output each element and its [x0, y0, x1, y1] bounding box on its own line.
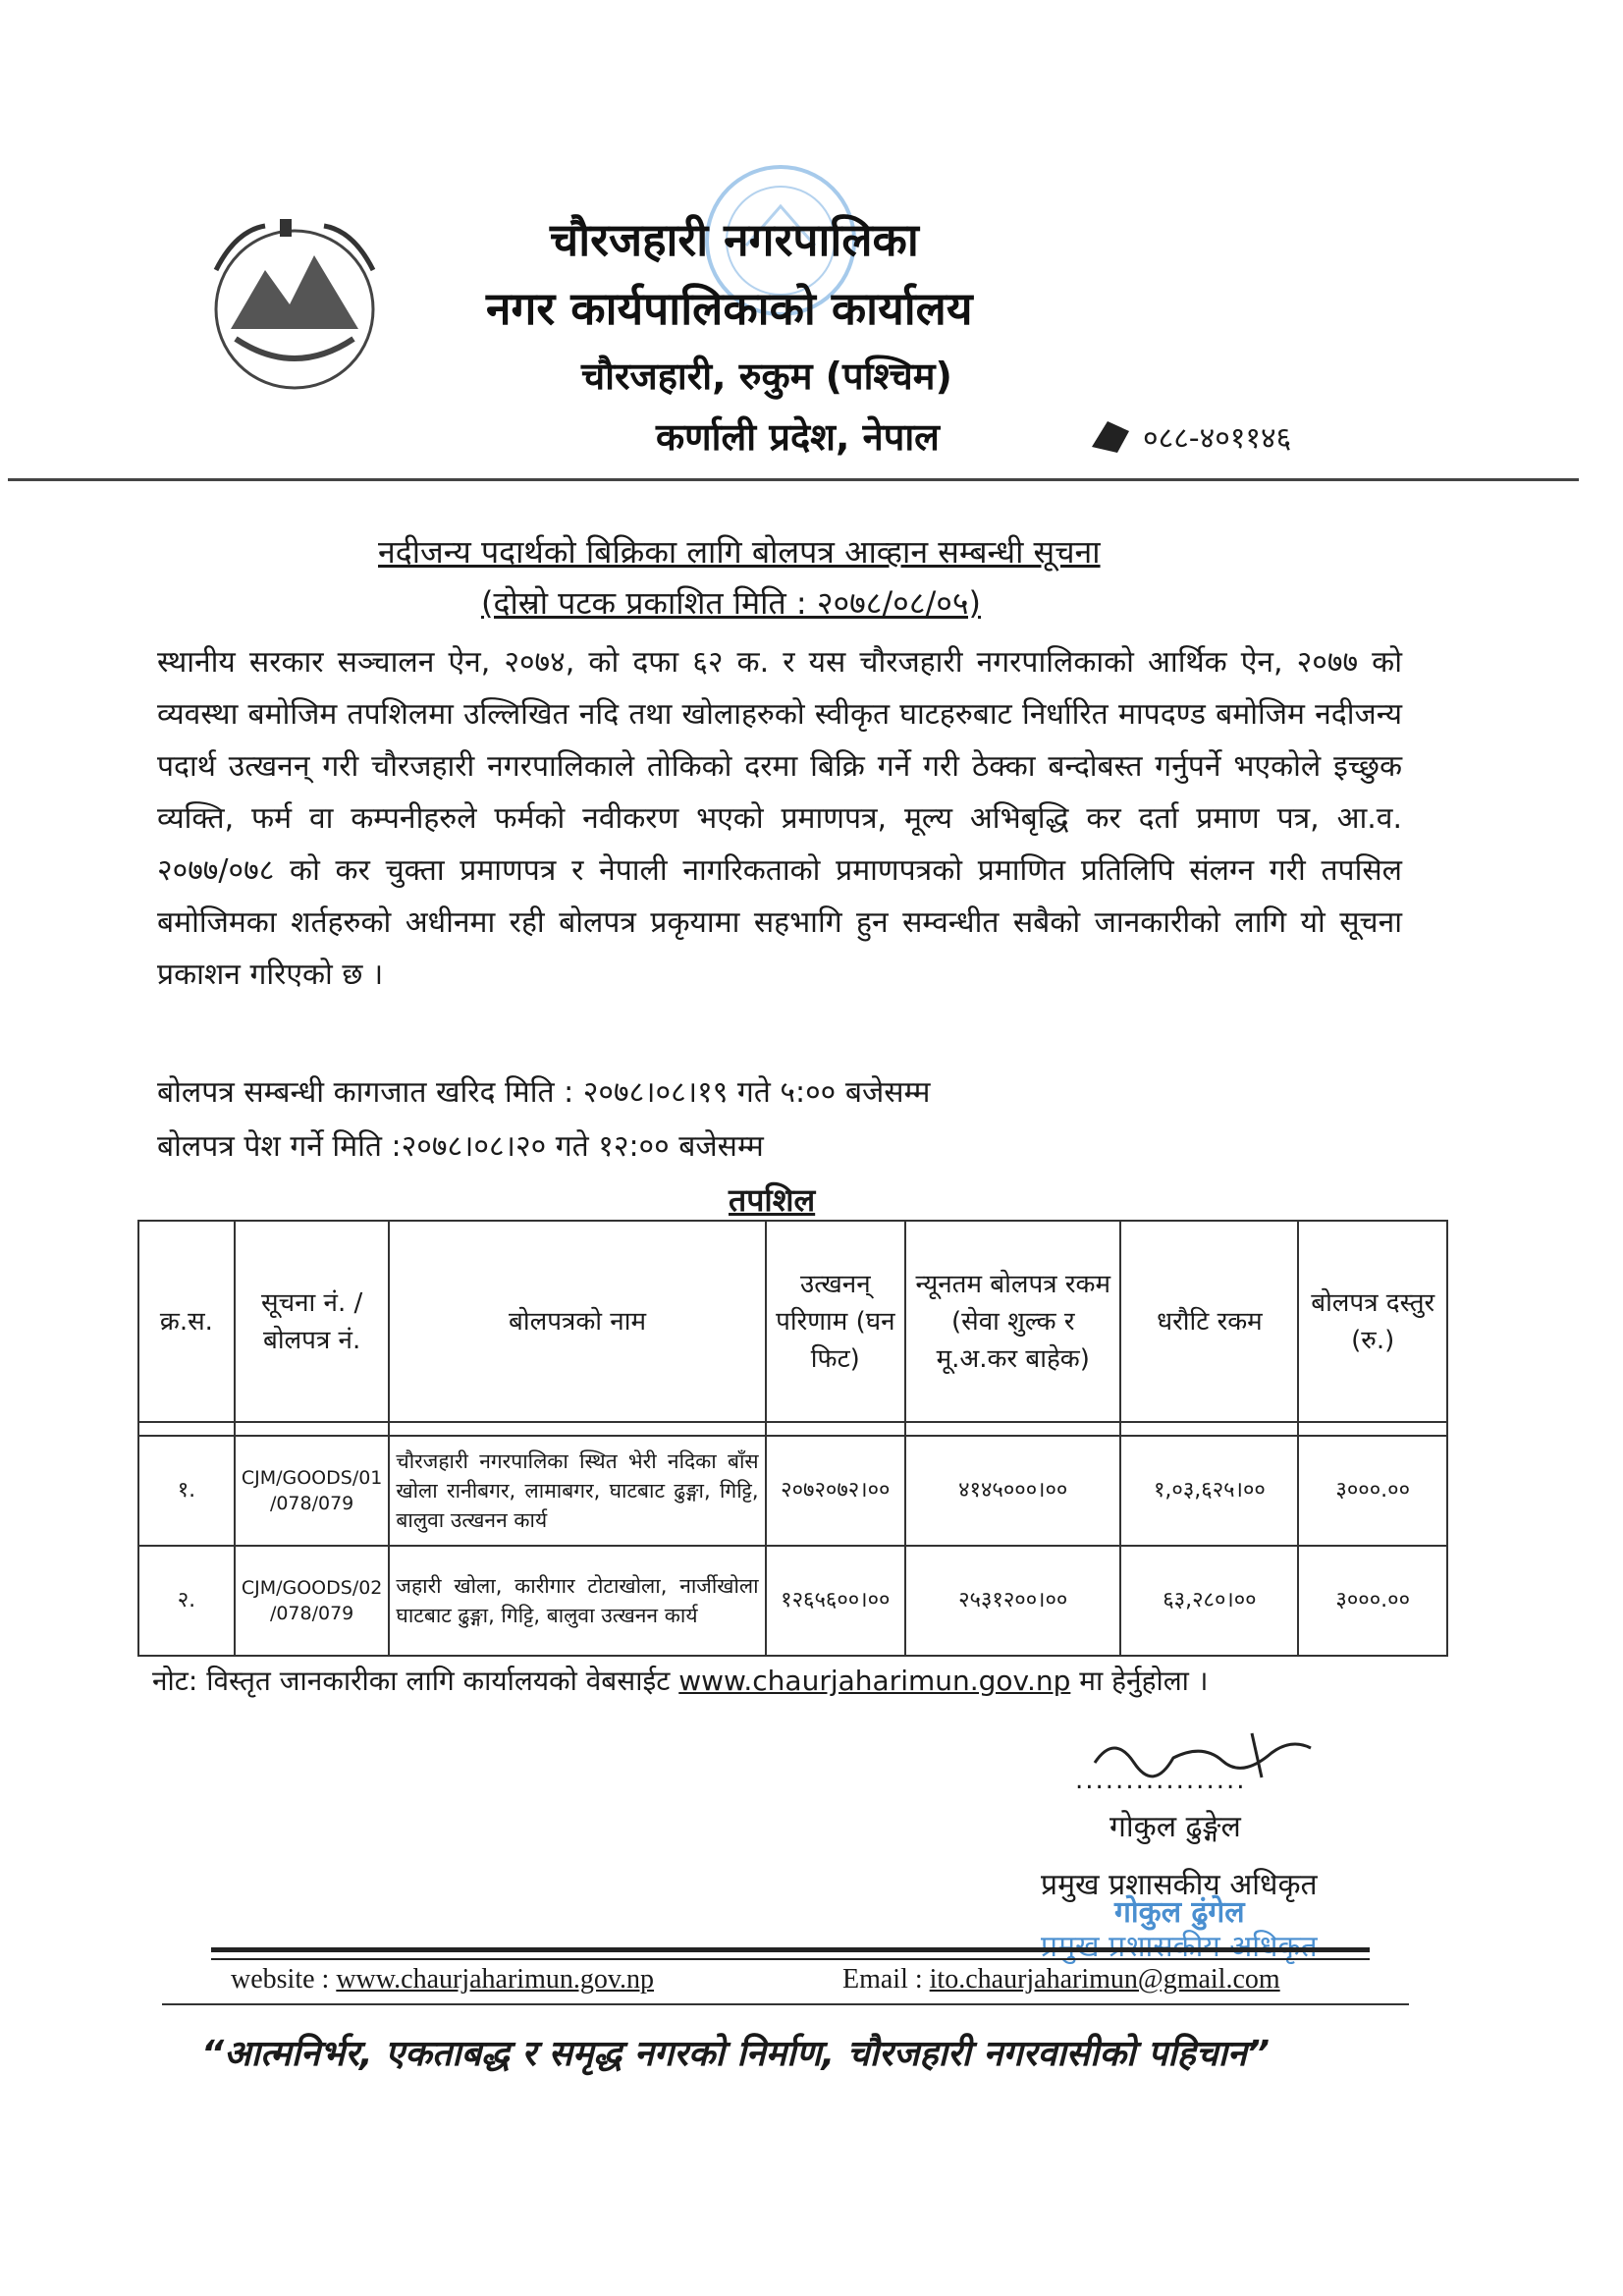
cell-sn: १.	[138, 1436, 235, 1546]
cell-volume: १२६५६००।००	[766, 1546, 905, 1656]
cell-deposit: १,०३,६२५।००	[1120, 1436, 1298, 1546]
municipality-motto: “आत्मनिर्भर, एकताबद्ध र समृद्ध नगरको निर्माण, चौरजहारी नगरवासीको पहिचान”	[201, 2034, 1271, 2074]
cell-name: जहारी खोला, कारीगार टोटाखोला, नार्जीखोला घाटबाट ढुङ्गा, गिट्टि, बालुवा उत्खनन कार्य	[389, 1546, 765, 1656]
col-header-deposit: धरौटि रकम	[1120, 1221, 1298, 1422]
email-label: Email :	[842, 1964, 923, 1995]
phone-contact	[1088, 416, 1291, 457]
note-website-link[interactable]: www.chaurjaharimun.gov.np	[678, 1665, 1071, 1697]
footer-divider-thin	[211, 1958, 1370, 1960]
cell-sn: २.	[138, 1546, 235, 1656]
table-header-row	[138, 1221, 1447, 1422]
notice-title: नदीजन्य पदार्थको बिक्रिका लागि बोलपत्र आव्हान सम्बन्धी सूचना	[378, 533, 1101, 571]
notice-body: स्थानीय सरकार सञ्चालन ऐन, २०७४, को दफा ६२ क. र यस चौरजहारी नगरपालिकाको आर्थिक ऐन, २०७७ को व्यवस्था बमोजिम तपशिलमा उल्लिखित नदि तथा खोलाहरुको स्वीकृत घाटहरुबाट निर्धारित मापदण्ड बमोजिम नदीजन्य पदार्थ उत्खनन् गरी चौरजहारी नगरपालिकाले तोकिको दरमा बिक्रि गर्ने गरी ठेक्का बन्दोबस्त गर्नुपर्ने भएकोले इच्छुक व्यक्ति, फर्म वा कम्पनीहरुले फर्मको नवीकरण भएको प्रमाणपत्र, मूल्य अभिबृद्धि कर दर्ता प्रमाण पत्र, आ.व. २०७७/०७८ को कर चुक्ता प्रमाणपत्र र नेपाली नागरिकताको प्रमाणपत्रको प्रमाणित प्रतिलिपि संलग्न गरी तपसिल बमोजिमका शर्तहरुको अधीनमा रही बोलपत्र प्रकृयामा सहभागि हुन सम्वन्धीत सबैको जानकारीको लागि यो सूचना प्रकाशन गरिएको छ ।	[157, 645, 1402, 992]
footer-website	[231, 1964, 654, 1995]
signature-line: .................	[1075, 1766, 1247, 1795]
col-header-fee: बोलपत्र दस्तुर (रु.)	[1298, 1221, 1447, 1422]
note-prefix: नोट: विस्तृत जानकारीका लागि कार्यालयको वेबसाईट	[152, 1665, 671, 1697]
telephone-icon	[1088, 417, 1133, 457]
cell-fee: ३०००.००	[1298, 1546, 1447, 1656]
municipality-name: चौरजहारी नगरपालिका	[550, 213, 919, 266]
header-divider	[8, 478, 1579, 481]
notice-subtitle: (दोस्रो पटक प्रकाशित मिति : २०७८/०८/०५)	[481, 584, 982, 622]
cell-deposit: ६३,२८०।००	[1120, 1546, 1298, 1656]
cell-fee: ३०००.००	[1298, 1436, 1447, 1546]
note-line	[152, 1662, 1208, 1699]
note-suffix: मा हेर्नुहोला ।	[1079, 1665, 1209, 1697]
cell-min-amount: २५३१२००।००	[905, 1546, 1120, 1656]
signer-name: गोकुल ढुङ्गेल	[1109, 1810, 1241, 1844]
province-country: कर्णाली प्रदेश, नेपाल	[656, 415, 940, 459]
footer-divider-thick	[211, 1947, 1370, 1952]
stamp-signer-name: गोकुल ढुंगेल	[1114, 1895, 1245, 1930]
office-address: चौरजहारी, रुकुम (पश्चिम)	[581, 355, 952, 398]
tender-schedule-table	[137, 1220, 1448, 1657]
table-row	[138, 1436, 1447, 1546]
cell-volume: २०७२०७२।००	[766, 1436, 905, 1546]
schedule-heading: तपशिल	[729, 1181, 816, 1219]
office-name: नगर कार्यपालिकाको कार्यालय	[486, 282, 973, 335]
footer-email	[842, 1964, 1280, 1995]
email-link[interactable]: ito.chaurjaharimun@gmail.com	[929, 1964, 1280, 1995]
cell-code: CJM/GOODS/02 /078/079	[235, 1546, 390, 1656]
motto-divider	[162, 2003, 1409, 2005]
col-header-volume: उत्खनन् परिणाम (घन फिट)	[766, 1221, 905, 1422]
nepal-emblem-logo	[196, 211, 393, 398]
col-header-sn: क्र.स.	[138, 1221, 235, 1422]
col-header-min-amount: न्यूनतम बोलपत्र रकम (सेवा शुल्क र मू.अ.कर बाहेक)	[905, 1221, 1120, 1422]
table-row	[138, 1546, 1447, 1656]
cell-name: चौरजहारी नगरपालिका स्थित भेरी नदिका बाँस खोला रानीबगर, लामाबगर, घाटबाट ढुङ्गा, गिट्टि, बालुवा उत्खनन कार्य	[389, 1436, 765, 1546]
submission-date: बोलपत्र पेश गर्ने मिति :२०७८।०८।२० गते १२:०० बजेसम्म	[157, 1129, 764, 1164]
stamp-signer-title: प्रमुख प्रशासकीय अधिकृत	[1041, 1930, 1318, 1964]
cell-code: CJM/GOODS/01 /078/079	[235, 1436, 390, 1546]
website-label: website :	[231, 1964, 330, 1995]
col-header-code: सूचना नं. /बोलपत्र नं.	[235, 1221, 390, 1422]
purchase-date: बोलपत्र सम्बन्धी कागजात खरिद मिति : २०७८।०८।१९ गते ५:०० बजेसम्म	[157, 1075, 931, 1110]
table-spacer-row	[138, 1422, 1447, 1436]
col-header-name: बोलपत्रको नाम	[389, 1221, 765, 1422]
website-link[interactable]: www.chaurjaharimun.gov.np	[336, 1964, 655, 1995]
signer-title: प्रमुख प्रशासकीय अधिकृत	[1041, 1868, 1318, 1902]
phone-number: ०८८-४०११४६	[1143, 421, 1292, 456]
cell-min-amount: ४१४५०००।००	[905, 1436, 1120, 1546]
